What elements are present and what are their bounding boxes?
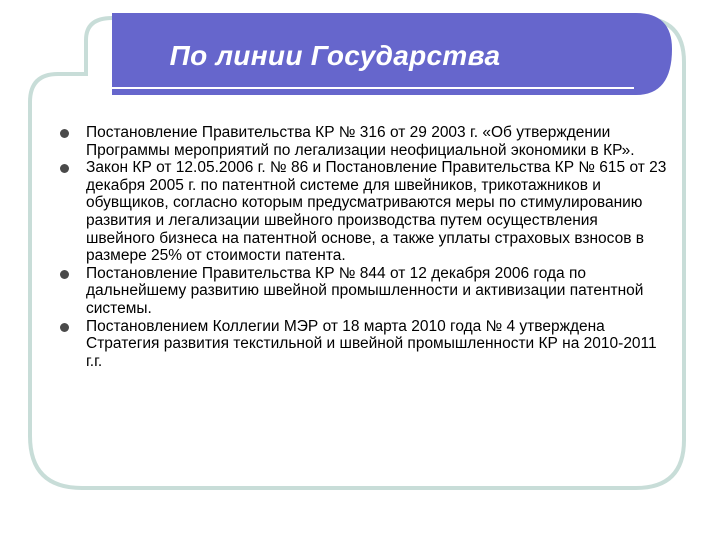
bullet-list: [60, 124, 670, 370]
list-item-text: Постановление Правительства КР № 844 от 12 декабря 2006 года по дальнейшему развитию швейной промышленности и активизации патентной системы.: [86, 264, 644, 317]
list-item: [60, 265, 670, 318]
bullet-icon: [60, 164, 69, 173]
list-item-text: Закон КР от 12.05.2006 г. № 86 и Постановление Правительства КР № 615 от 23 декабря 2005 г. по патентной системе для швейников, трикотажников и обувщиков, согласно которым предусматриваются меры по стимулированию развития и легализации швейного производства путем осуществления швейного бизнеса на патентной основе, а также уплаты страховых взносов в размере 25% от стоимости патента.: [86, 159, 667, 265]
list-item: [60, 124, 670, 159]
list-item: [60, 318, 670, 371]
bullet-icon: [60, 323, 69, 332]
slide-title: По линии Государства: [169, 40, 501, 71]
bullet-icon: [60, 270, 69, 279]
bullet-icon: [60, 129, 69, 138]
list-item: [60, 159, 670, 265]
list-item-text: Постановление Правительства КР № 316 от 29 2003 г. «Об утверждении Программы мероприятий по легализации неофициальной экономики в КР».: [86, 124, 635, 159]
list-item-text: Постановлением Коллегии МЭР от 18 марта 2010 года № 4 утверждена Стратегия развития текстильной и швейной промышленности КР на 2010-2011 г.г.: [86, 317, 657, 370]
